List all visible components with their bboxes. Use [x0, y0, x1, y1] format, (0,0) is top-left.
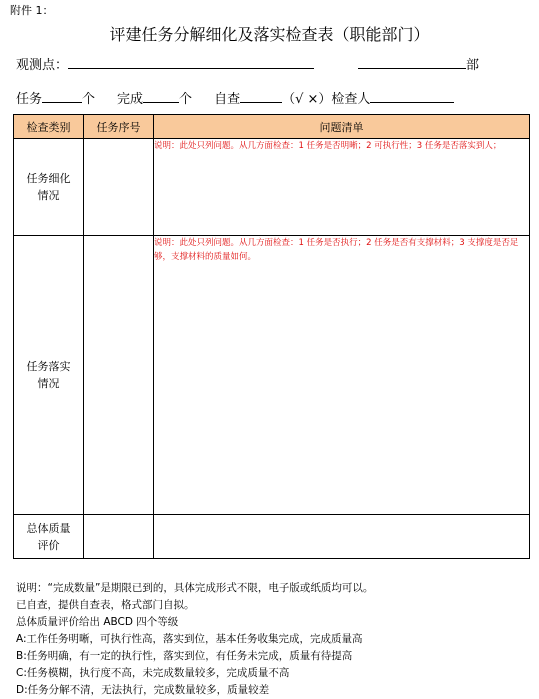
- task-number-cell[interactable]: [84, 515, 154, 559]
- inspector-label: 检查人: [331, 92, 371, 107]
- header-task-number: 任务序号: [84, 115, 154, 139]
- issue-note[interactable]: 说明：此处只列问题。从几方面检查：1 任务是否执行；2 任务是否有支撑材料；3 支撑度是否足够，支撑材料的质量如何。: [154, 236, 530, 515]
- row-category: 总体质量 评价: [14, 515, 84, 559]
- footer-line: 说明：“完成数量”是期限已到的，具体完成形式不限，电子版或纸质均可以。: [16, 582, 374, 594]
- inspector-blank[interactable]: [370, 89, 454, 103]
- attachment-label: 附件 1：: [10, 4, 54, 17]
- footer-line: D:任务分解不清，无法执行，完成数量较多，质量较差: [16, 684, 270, 696]
- issue-note[interactable]: 说明：此处只列问题。从几方面检查：1 任务是否明晰；2 可执行性；3 任务是否落实到人；: [154, 139, 530, 236]
- task-label: 任务: [16, 92, 43, 107]
- task-number-cell[interactable]: [84, 236, 154, 515]
- footer-line: B:任务明确，有一定的执行性，落实到位，有任务未完成，质量有待提高: [16, 650, 353, 662]
- observation-blank[interactable]: [68, 55, 314, 69]
- department-suffix: 部: [466, 58, 480, 73]
- observation-label: 观测点：: [16, 58, 69, 73]
- selfcheck-blank[interactable]: [240, 89, 282, 103]
- observation-line: [16, 54, 479, 73]
- task-summary-line: [16, 88, 454, 107]
- row-category: 任务细化 情况: [14, 139, 84, 236]
- footer-line: A:工作任务明晰，可执行性高，落实到位，基本任务收集完成，完成质量高: [16, 633, 363, 645]
- check-marks: （√ ×）: [282, 92, 332, 107]
- table-header-row: [14, 115, 530, 139]
- done-unit: 个: [179, 92, 193, 107]
- check-table: [13, 114, 530, 559]
- footer-line: C:任务模糊，执行度不高，未完成数量较多，完成质量不高: [16, 667, 290, 679]
- row-category: 任务落实 情况: [14, 236, 84, 515]
- table-row: [14, 236, 530, 515]
- footer-notes: [16, 580, 531, 699]
- selfcheck-label: 自查: [214, 92, 241, 107]
- done-label: 完成: [117, 92, 144, 107]
- table-row: [14, 139, 530, 236]
- header-issue-list: 问题清单: [154, 115, 530, 139]
- task-count-blank[interactable]: [42, 89, 82, 103]
- department-blank[interactable]: [358, 55, 466, 69]
- footer-line: 总体质量评价给出 ABCD 四个等级: [16, 616, 179, 628]
- task-number-cell[interactable]: [84, 139, 154, 236]
- issue-note[interactable]: [154, 515, 530, 559]
- header-category: 检查类别: [14, 115, 84, 139]
- done-count-blank[interactable]: [143, 89, 179, 103]
- task-unit: 个: [82, 92, 96, 107]
- footer-line: 已自查，提供自查表，格式部门自拟。: [16, 599, 195, 611]
- table-row: [14, 515, 530, 559]
- page-title: 评建任务分解细化及落实检查表（职能部门）: [109, 25, 430, 44]
